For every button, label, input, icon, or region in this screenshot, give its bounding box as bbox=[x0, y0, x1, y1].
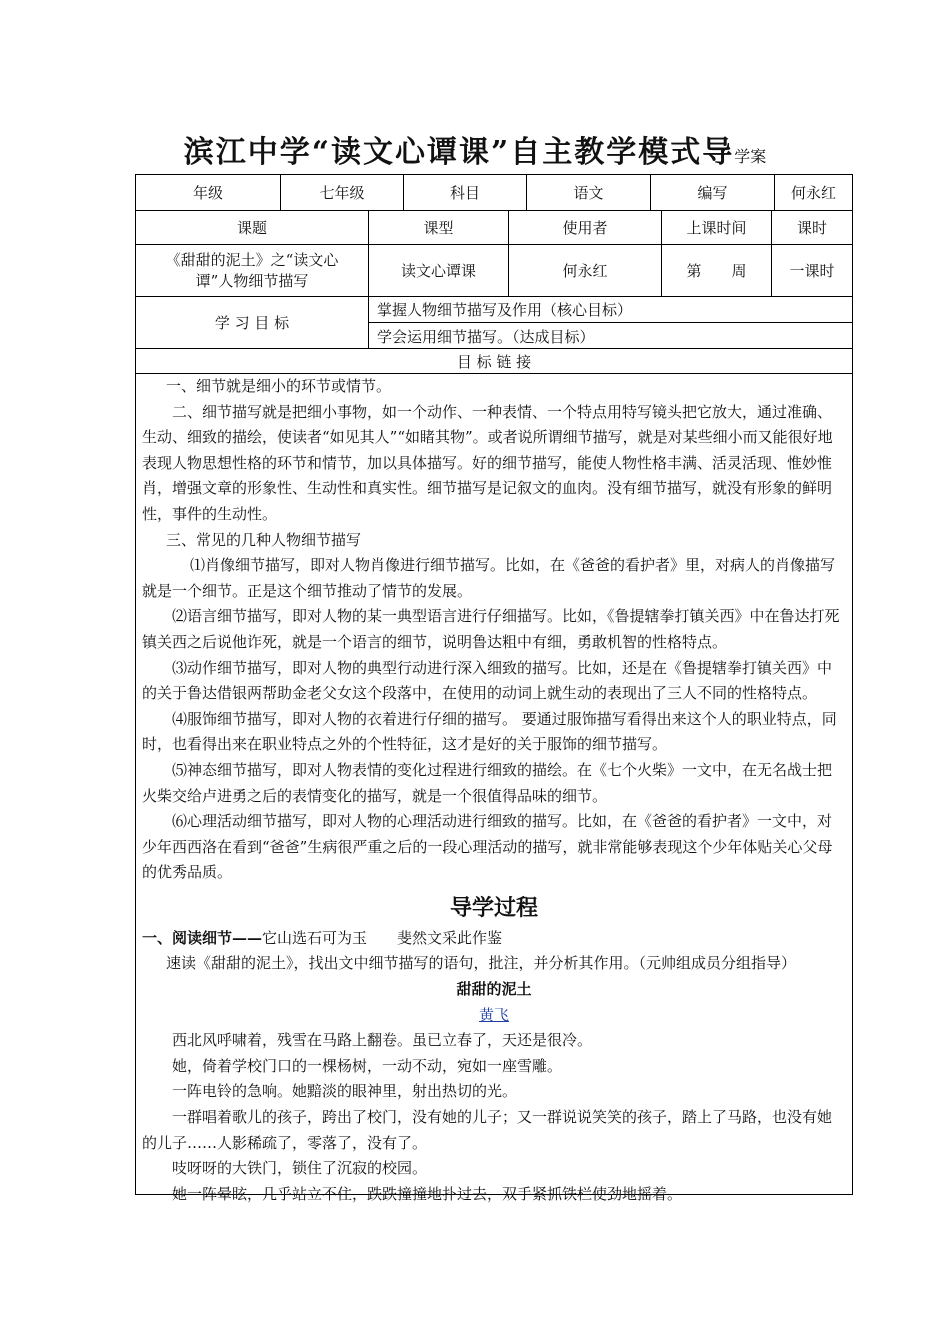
goal-reach: 学会运用细节描写。（达成目标） bbox=[377, 327, 595, 346]
user-label: 使用者 bbox=[509, 211, 662, 244]
goals-label: 学 习 目 标 bbox=[136, 297, 369, 348]
section-1-bold: 一、阅读细节—— bbox=[142, 928, 263, 947]
link-header-row bbox=[135, 348, 853, 373]
topic-label: 课题 bbox=[136, 211, 369, 244]
content-area bbox=[135, 373, 853, 1203]
section-1-rest: 它山选石可为玉 斐然文采此作鉴 bbox=[262, 928, 503, 947]
process-heading: 导学过程 bbox=[449, 894, 538, 921]
type-value: 读文心谭课 bbox=[369, 245, 509, 296]
title-main: 滨江中学“读文心谭课”自主教学模式导 bbox=[183, 135, 735, 170]
body-p1: 一、细节就是细小的环节或情节。 bbox=[166, 377, 392, 395]
author-label: 编写 bbox=[651, 175, 775, 210]
story-paragraph: 她，倚着学校门口的一棵杨树，一动不动，宛如一座雪雕。 bbox=[172, 1056, 563, 1075]
body-p3: 三、常见的几种人物细节描写 bbox=[166, 530, 362, 549]
story-paragraph: 西北风呼啸着，残雪在马路上翻卷。虽已立春了，天还是很冷。 bbox=[172, 1031, 593, 1050]
author-value: 何永红 bbox=[790, 184, 836, 202]
story-paragraph: 吱呀呀的大铁门，锁住了沉寂的校园。 bbox=[172, 1159, 428, 1178]
body-p2: 二、细节描写就是把细小事物，如一个动作、一种表情、一个特点用特写镜头把它放大，通过准确、生动、细致的描绘，使读者“如见其人”“如睹其物”。或者说所谓细节描写，就是对某些细小而又能很好地表现人物思想性格的环节和情节，加以具体描写。好的细节描写，能使人物性格丰满、活灵活现、惟妙惟肖，增强文章的形象性、生动性和真实性。细节描写是记叙文的血肉。没有细节描写，就没有形象的鲜明性，事件的生动性。 bbox=[142, 402, 833, 523]
subject-label: 科目 bbox=[404, 175, 527, 210]
time-label: 上课时间 bbox=[662, 211, 772, 244]
goals-row bbox=[135, 296, 853, 348]
reading-task: 速读《甜甜的泥土》，找出文中细节描写的语句，批注，并分析其作用。（元帅组成员分组指导） bbox=[166, 954, 797, 973]
period-value: 一课时 bbox=[789, 262, 835, 280]
goal-core: 掌握人物细节描写及作用（核心目标） bbox=[369, 297, 852, 323]
info-row-1 bbox=[135, 174, 853, 210]
info-row-3 bbox=[135, 244, 853, 296]
story-paragraph: 她一阵晕眩，几乎站立不住，跌跌撞撞地扑过去，双手紧抓铁栏使劲地摇着。 bbox=[172, 1184, 683, 1203]
story-title: 甜甜的泥土 bbox=[456, 980, 532, 999]
topic-value: 《甜甜的泥土》之“读文心谭”人物细节描写 bbox=[136, 245, 369, 296]
subject-value: 语文 bbox=[527, 175, 651, 210]
item-portrait: ⑴肖像细节描写，即对人物肖像进行细节描写。比如，在《爸爸的看护者》里，对病人的肖像描写就是一个细节。正是这个细节推动了情节的发展。 bbox=[142, 556, 836, 600]
period-label: 课时 bbox=[796, 219, 827, 237]
type-label: 课型 bbox=[369, 211, 509, 244]
item-expression: ⑸神态细节描写，即对人物表情的变化过程进行细致的描绘。在《七个火柴》一文中，在无名战士把火柴交给卢进勇之后的表情变化的描写，就是一个很值得品味的细节。 bbox=[142, 760, 833, 805]
item-clothing: ⑷服饰细节描写，即对人物的衣着进行仔细的描写。 要通过服饰描写看得出来这个人的职业特点，同时，也看得出来在职业特点之外的个性特征，这才是好的关于服饰的细节描写。 bbox=[142, 709, 837, 754]
item-action: ⑶动作细节描写，即对人物的典型行动进行深入细致的描写。比如，还是在《鲁提辖拳打镇关西》中的关于鲁达借银两帮助金老父女这个段落中，在使用的动词上就生动的表现出了三人不同的性格特点。 bbox=[142, 658, 833, 703]
time-value: 第 周 bbox=[662, 245, 772, 296]
story-paragraph: 一群唱着歌儿的孩子，跨出了校门，没有她的儿子；又一群说说笑笑的孩子，踏上了马路，也没有她的儿子……人影稀疏了，零落了，没有了。 bbox=[142, 1108, 833, 1152]
item-psychology: ⑹心理活动细节描写，即对人物的心理活动进行细致的描写。比如，在《爸爸的看护者》一文中，对少年西西洛在看到“爸爸”生病很严重之后的一段心理活动的描写，就非常能够表现这个少年体贴关心父母的优秀品质。 bbox=[142, 812, 833, 882]
section-1-title bbox=[142, 926, 846, 952]
grade-label: 年级 bbox=[136, 175, 281, 210]
story-author-row bbox=[142, 1003, 846, 1029]
story-author-link[interactable]: 黄飞 bbox=[478, 1005, 509, 1024]
info-row-2 bbox=[135, 210, 853, 244]
story-paragraph: 一阵电铃的急响。她黯淡的眼神里，射出热切的光。 bbox=[172, 1082, 518, 1101]
title-suffix: 学案 bbox=[734, 147, 767, 166]
user-value: 何永红 bbox=[509, 245, 662, 296]
page-title bbox=[0, 133, 950, 177]
item-language: ⑵语言细节描写，即对人物的某一典型语言进行仔细描写。比如，《鲁提辖拳打镇关西》中在鲁达打死镇关西之后说他诈死，就是一个语言的细节，说明鲁达粗中有细，勇敢机智的性格特点。 bbox=[142, 607, 840, 651]
grade-value: 七年级 bbox=[281, 175, 404, 210]
link-header: 目 标 链 接 bbox=[456, 352, 532, 371]
